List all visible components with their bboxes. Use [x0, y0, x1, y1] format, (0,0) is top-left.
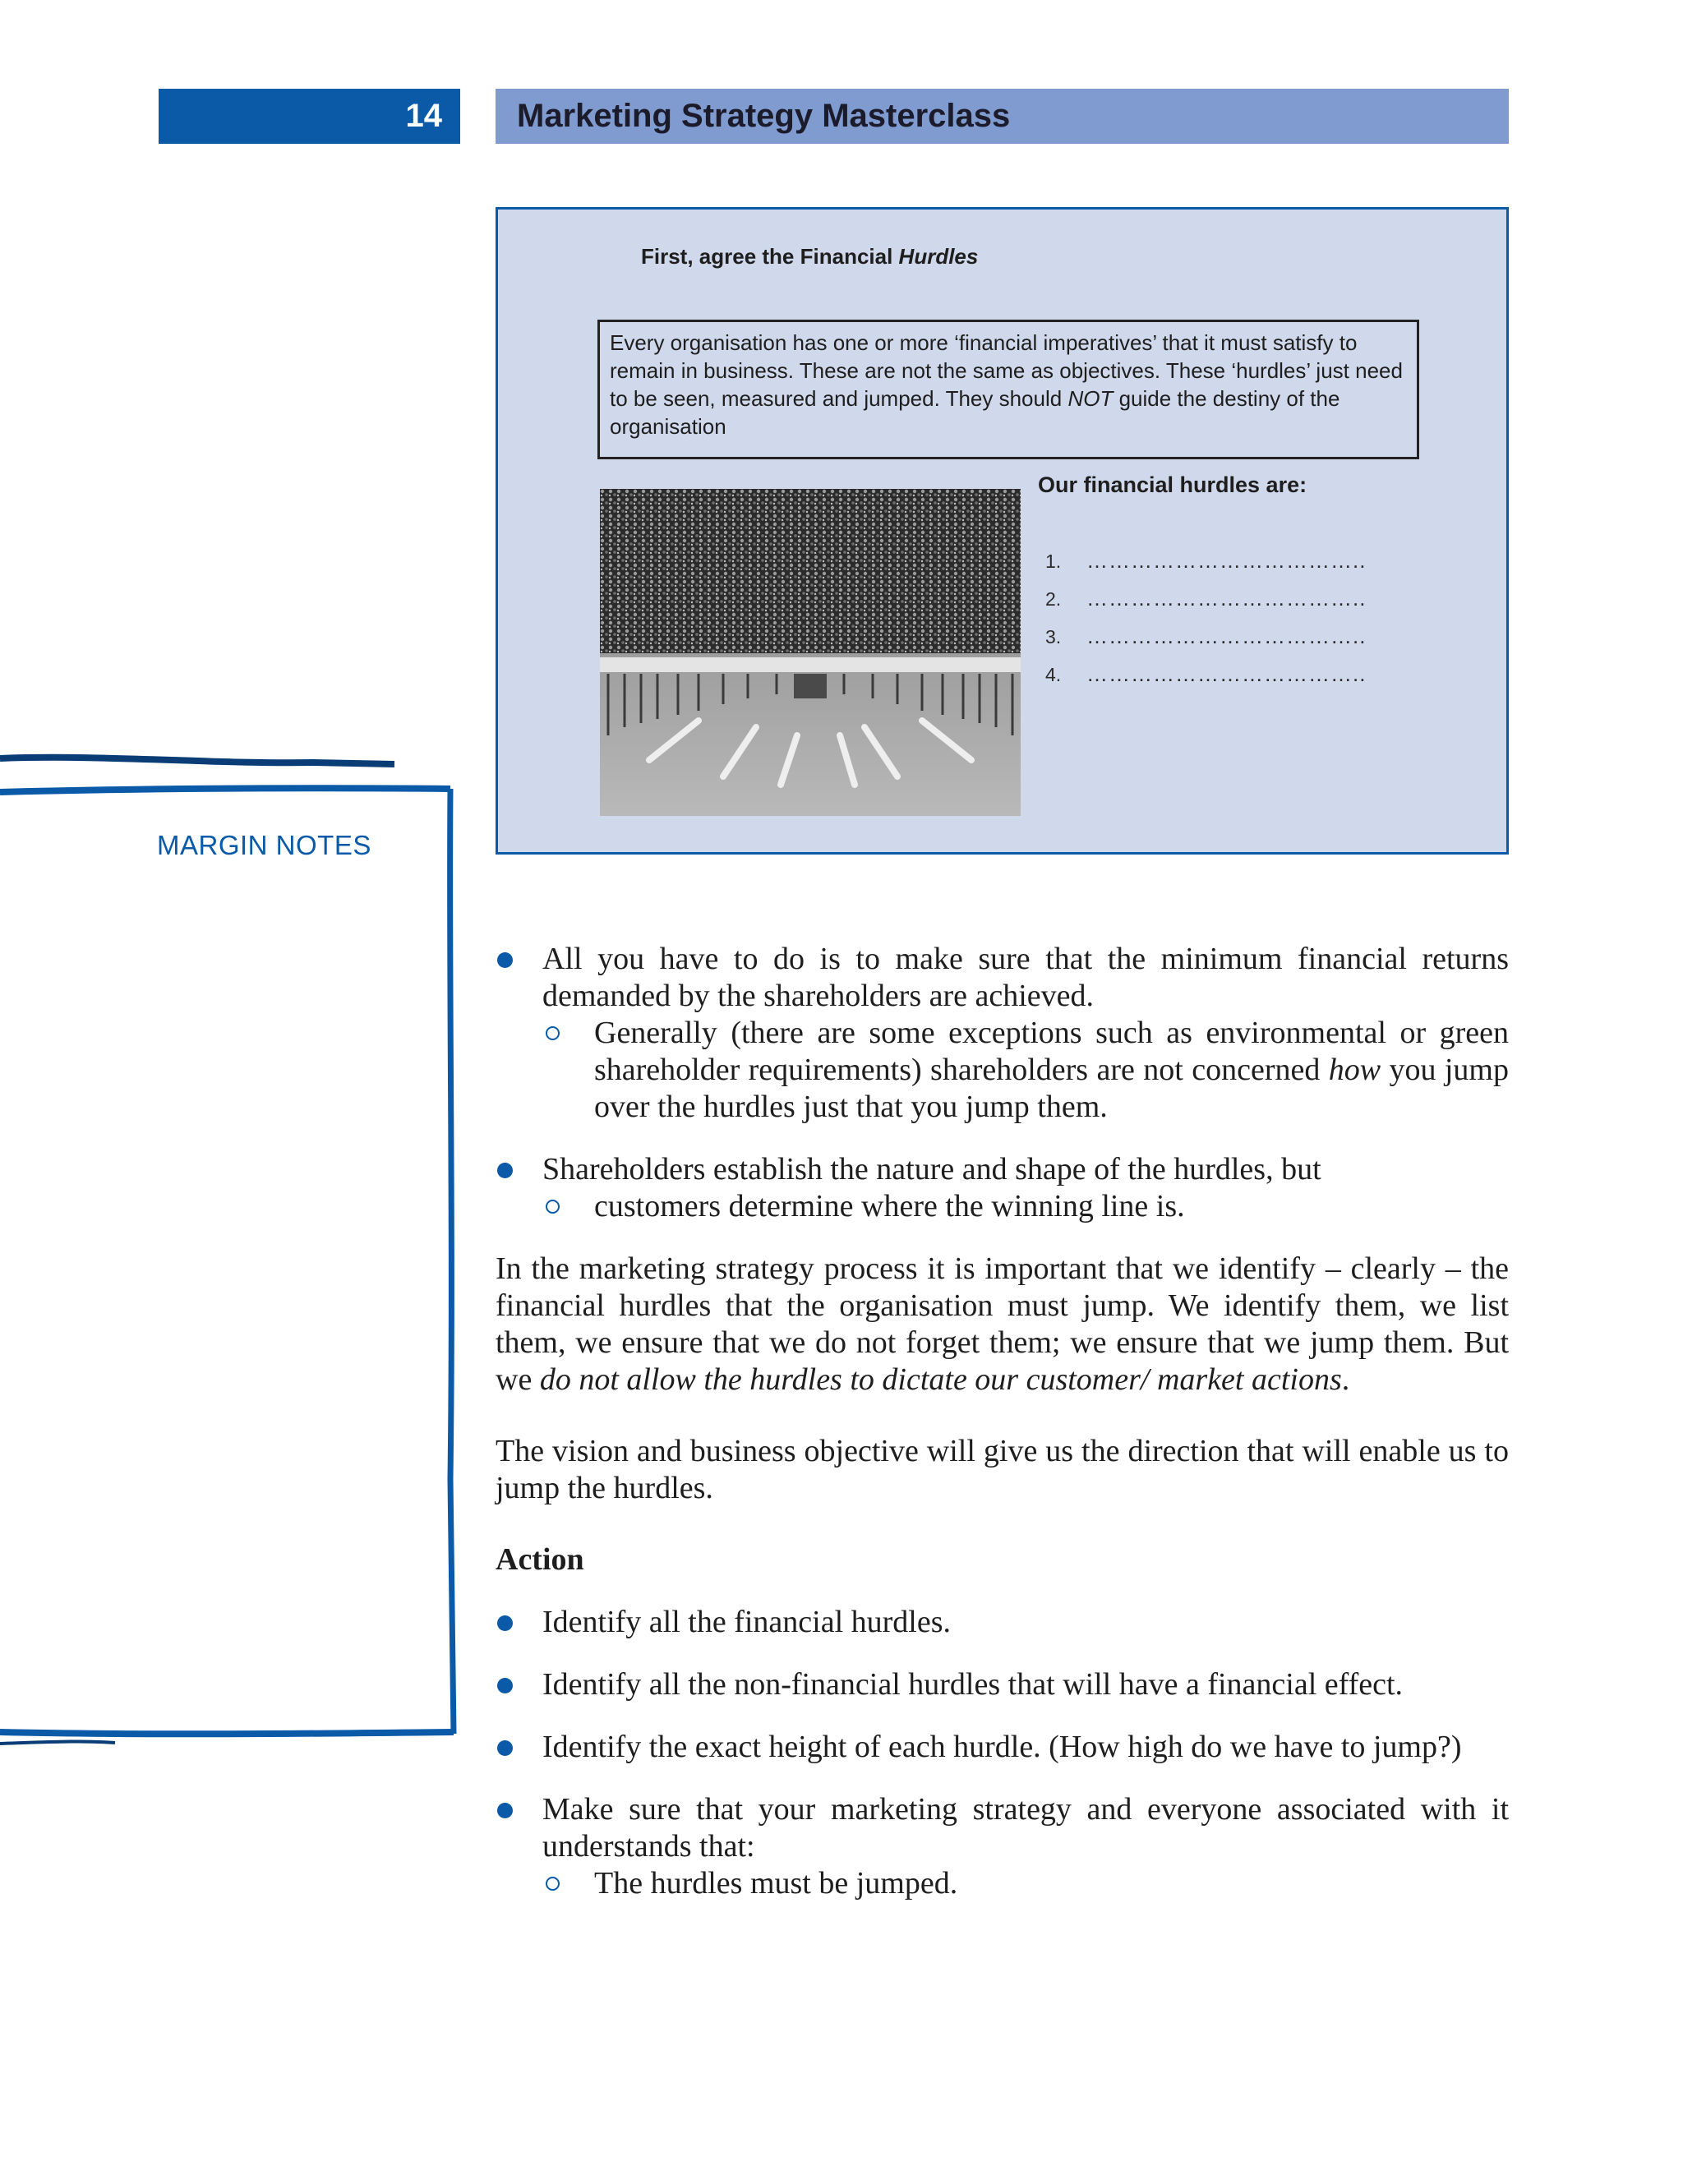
action-item: Identify all the financial hurdles. [496, 1604, 1509, 1641]
running-title: Marketing Strategy Masterclass [496, 89, 1509, 144]
bullet-icon [497, 1740, 513, 1756]
paragraph: In the marketing strategy process it is important that we identify – clearly – the financial hurdles that the organisation must jump. We identify them, we list them, we ensure that we do not forget them; we ensure that we jump them. But we do not allow the hurdles to dictate our customer/ market actions. [496, 1251, 1509, 1397]
list-item: 4. ……………………………….. [1045, 661, 1367, 686]
sub-bullet-item: Generally (there are some exceptions such as environmental or green shareholder requirements) shareholders are not concerned how you jump over the hurdles just that you jump them. [496, 1015, 1509, 1126]
action-item: Make sure that your marketing strategy and everyone associated with it understands that: [496, 1791, 1509, 1865]
list-item: 3. ……………………………….. [1045, 624, 1367, 648]
margin-notes-frame [0, 740, 460, 1758]
bullet-icon [497, 1678, 513, 1693]
sub-bullet-item: customers determine where the winning line is. [496, 1188, 1509, 1225]
bullet-icon [497, 1615, 513, 1631]
circle-bullet-icon [546, 1877, 560, 1891]
page-number: 14 [159, 89, 460, 144]
hurdles-list [1045, 548, 1366, 699]
bullet-icon [497, 1163, 513, 1178]
sub-bullet-item: The hurdles must be jumped. [496, 1865, 1509, 1902]
list-item: 1. ……………………………….. [1045, 548, 1367, 573]
list-item: 2. ……………………………….. [1045, 586, 1367, 611]
figure-text-box: Every organisation has one or more ‘financial imperatives’ that it must satisfy to remain in business. These are not the same as objectives. These ‘hurdles’ just need to be seen, measured and jumped. They should NOT guide the destiny of the organisation [597, 320, 1419, 459]
bullet-item: All you have to do is to make sure that the minimum financial returns demanded by the shareholders are achieved. [496, 941, 1509, 1015]
hurdles-heading: Our financial hurdles are: [1038, 472, 1307, 497]
paragraph: The vision and business objective will give us the direction that will enable us to jump the hurdles. [496, 1434, 1509, 1505]
bullet-item: Shareholders establish the nature and shape of the hurdles, but [496, 1151, 1509, 1188]
bullet-icon [497, 1803, 513, 1818]
margin-notes-label: MARGIN NOTES [157, 830, 371, 860]
figure-heading: First, agree the Financial Hurdles [641, 244, 979, 269]
action-item: Identify the exact height of each hurdle. (How high do we have to jump?) [496, 1729, 1509, 1766]
bullet-icon [497, 952, 513, 968]
action-heading: Action [496, 1542, 584, 1577]
figure-panel [496, 207, 1509, 855]
action-item: Identify all the non-financial hurdles that will have a financial effect. [496, 1666, 1509, 1703]
hurdles-photo [600, 489, 1021, 816]
circle-bullet-icon [546, 1026, 560, 1040]
body-text [496, 941, 1509, 1902]
circle-bullet-icon [546, 1200, 560, 1214]
